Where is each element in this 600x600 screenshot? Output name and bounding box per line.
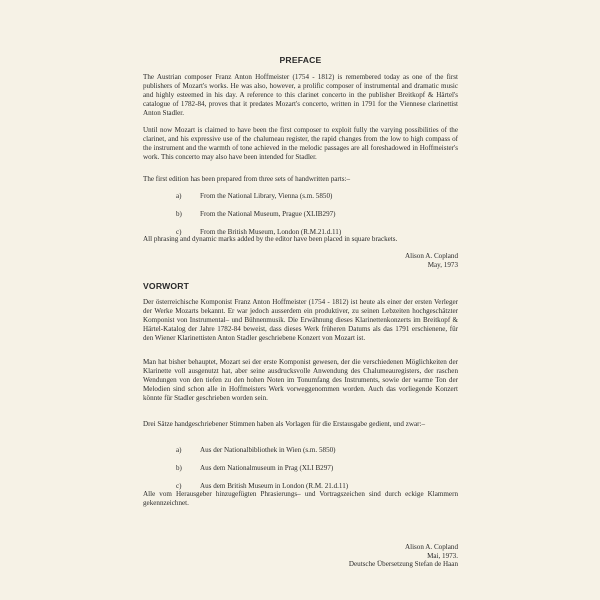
- list-marker: c): [176, 228, 182, 236]
- list-marker: b): [176, 210, 182, 218]
- list-marker: a): [176, 192, 182, 200]
- list-item: [143, 464, 458, 482]
- list-marker: a): [176, 446, 182, 454]
- signature-translator: Deutsche Übersetzung Stefan de Haan: [348, 560, 458, 569]
- list-item-text: From the National Museum, Prague (XLIB297): [200, 210, 336, 218]
- preface-paragraph-3: The first edition has been prepared from three sets of handwritten parts:–: [143, 175, 351, 183]
- list-marker: b): [176, 464, 182, 472]
- vorwort-paragraph-3: Drei Sätze handgeschriebener Stimmen haben als Vorlagen für die Erstausgabe gedient, und zwar:–: [143, 420, 426, 428]
- preface-paragraph-1: The Austrian composer Franz Anton Hoffmeister (1754 - 1812) is remembered today as one of the first publishers of Mozart's works. He was also, however, a prolific composer of instrumental and dramatic music and highly esteemed in his day. A reference to this clarinet concerto in the publisher Breitkopf & Härtel's catalogue of 1782-84, proves that it predates Mozart's concerto, written in 1791 for the Viennese clarinettist Anton Stadler.: [143, 73, 458, 118]
- list-item: [143, 446, 458, 464]
- signature-name: Alison A. Copland: [404, 543, 458, 551]
- signature-date: Mai, 1973.: [427, 551, 458, 560]
- list-item-text: Aus der Nationalbibliothek in Wien (s.m. 5850): [200, 446, 336, 454]
- list-item-text: From the British Museum, London (R.M.21.d.11): [200, 228, 342, 236]
- preface-heading: PREFACE: [279, 55, 322, 65]
- list-marker: c): [176, 482, 182, 490]
- preface-paragraph-4: All phrasing and dynamic marks added by the editor have been placed in square brackets.: [143, 235, 398, 243]
- vorwort-heading: VORWORT: [143, 281, 190, 291]
- list-item-text: Aus dem Nationalmuseum in Prag (XLI B297): [200, 464, 334, 472]
- list-item-text: Aus dem British Museum in London (R.M. 21.d.11): [200, 482, 349, 490]
- preface-paragraph-2: Until now Mozart is claimed to have been the first composer to exploit fully the varying possibilities of the clarinet, and his expressive use of the chalumeau register, the rapid changes from the low to high compass of the instrument and the warmth of tone achieved in the melodic passages are all foreshadowed in Hoffmeister's work. This concerto may also have been intended for Stadler.: [143, 126, 458, 162]
- vorwort-paragraph-4: Alle vom Herausgeber hinzugefügten Phrasierungs– und Vortragszeichen sind durch eckige Klammern gekennzeichnet.: [143, 490, 458, 508]
- vorwort-paragraph-2: Man hat bisher behauptet, Mozart sei der erste Komponist gewesen, der die verschiedenen Möglichkeiten der Klarinette voll ausgenutzt hat, aber seine ausdrucksvolle Anwendung des Chalumeauregisters, der raschen Wendungen von den tiefen zu den hohen Noten im Tonumfang des Instruments, sowie der warme Ton der Melodien sind schon alle in Hoffmeisters Werk vorweggenommen worden. Auch das vorliegende Konzert könnte für Stadler geschrieben worden sein.: [143, 358, 458, 403]
- signature-name: Alison A. Copland: [404, 252, 458, 260]
- list-item: [143, 210, 458, 228]
- preface-signature: [258, 252, 458, 269]
- list-item-text: From the National Library, Vienna (s.m. 5850): [200, 192, 333, 200]
- vorwort-paragraph-1: Der österreichische Komponist Franz Anton Hoffmeister (1754 - 1812) ist heute als einer der ersten Verleger der Werke Mozarts bekannt. Er war jedoch ausserdem ein produktiver, zu seinen Lebzeiten hochgeschätzter Komponist von Instrumental– und Bühnenmusik. Die Erwähnung dieses Klarinettenkonzerts im Breitkopf & Härtel-Katalog der Jahre 1782-84 beweist, dass dieses Werk früheren Datums als das 1791 erschienene, für den Wiener Klarinettisten Anton Stadler geschriebene Konzert von Mozart ist.: [143, 298, 458, 343]
- list-item: [143, 192, 458, 210]
- vorwort-signature: [258, 543, 458, 569]
- signature-date: May, 1973: [427, 260, 458, 269]
